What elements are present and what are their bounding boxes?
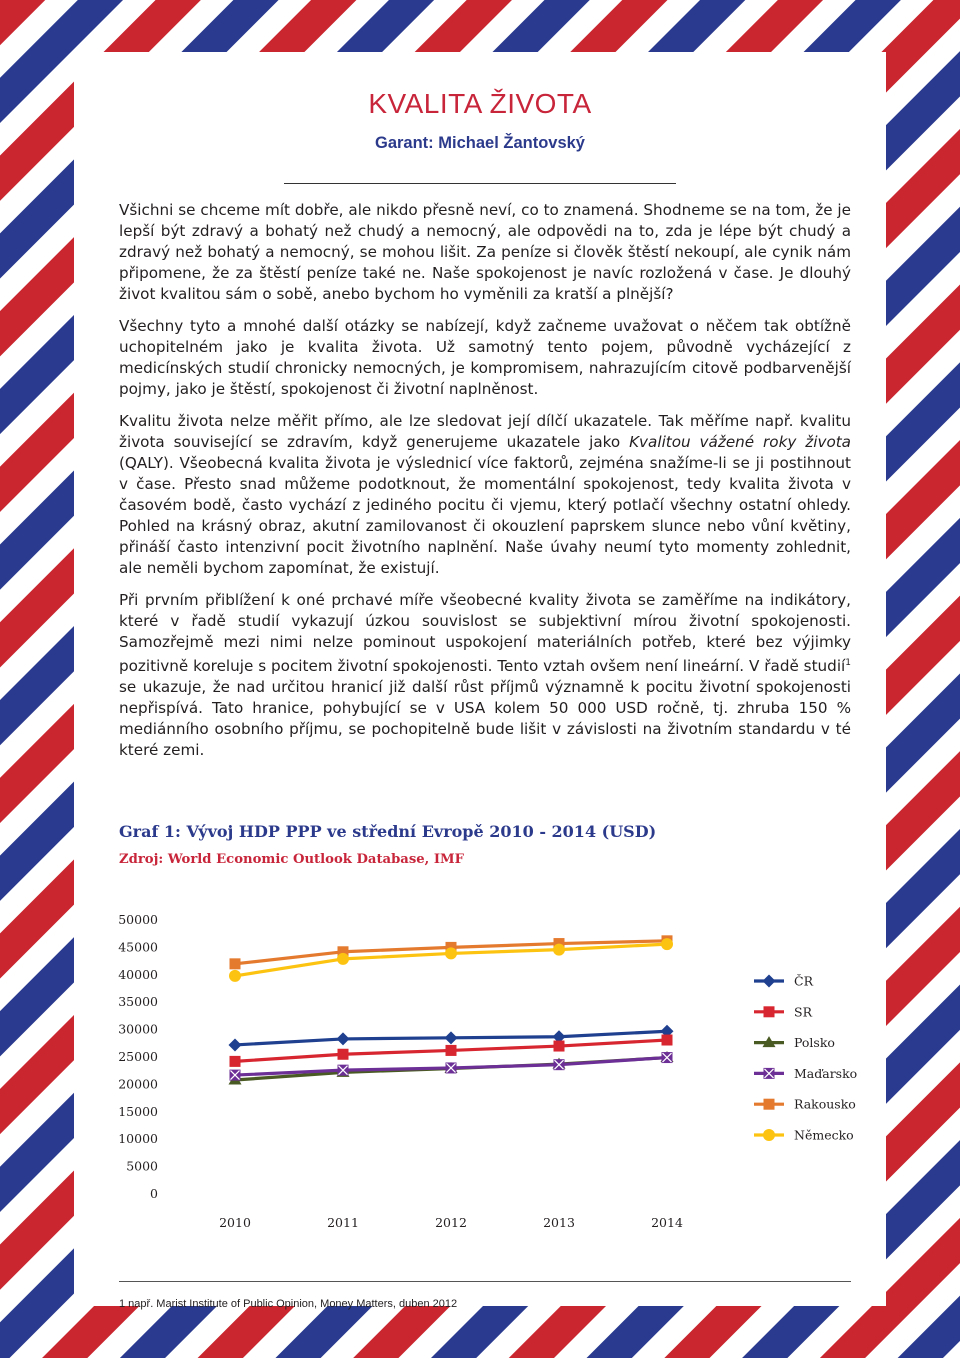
y-tick-label: 40000 xyxy=(118,966,158,982)
y-tick-label: 45000 xyxy=(118,939,158,955)
x-tick-label: 2012 xyxy=(435,1215,467,1230)
paragraph-1: Všichni se chceme mít dobře, ale nikdo přesně neví, co to znamená. Shodneme se na tom, že je lepší být zdravý a bohatý než chudý a nemocný, ale odpovědi na to, zda je lépe být chudý a zdravý než bohatý a nemocný, se mohou lišit. Za peníze si člověk štěstí nekoupí, ale cynik nám připomene, že za štěstí peníze také ne. Naše spokojenost je navíc rozložená v čase. Je dlouhý život kvalitou sám o sobě, anebo bychom ho vyměnili za kratší a plnější? xyxy=(119,201,851,303)
legend-label: SR xyxy=(794,1004,812,1020)
data-point-Německo xyxy=(553,944,565,956)
footnote-divider xyxy=(119,1281,851,1282)
y-tick-label: 30000 xyxy=(118,1021,158,1037)
y-tick-label: 35000 xyxy=(118,994,158,1010)
chart-title: Graf 1: Vývoj HDP PPP ve střední Evropě 2010 - 2014 (USD) xyxy=(119,822,657,841)
page-content xyxy=(74,52,886,1310)
paragraph-3-italic: Kvalitou vážené roky života xyxy=(629,433,851,451)
footnote-ref: 1 xyxy=(845,658,851,668)
paragraph-4-text-b: se ukazuje, že nad určitou hranicí již další růst příjmů významně k pocitu životní spokojenosti nepřispívá. Tato hranice, pohybující se v USA kolem 50 000 USD ročně, tj. zhruba 150 % mediánního osobního příjmu, se pochopitelně bude lišit v závislosti na životním standardu v té které zemi. xyxy=(119,678,851,760)
data-point-Německo xyxy=(337,953,349,965)
paragraph-3-text-a: Kvalitu života nelze měřit přímo, ale lze sledovat její dílčí ukazatele. Tak měříme např. kvalitu života související se zdravím, když generujeme ukazatele jako xyxy=(119,412,851,451)
data-point-ČR xyxy=(337,1032,350,1045)
y-tick-label: 5000 xyxy=(126,1158,158,1174)
legend-label: Maďarsko xyxy=(794,1065,858,1081)
x-tick-label: 2013 xyxy=(543,1215,575,1230)
legend-marker-Německo xyxy=(763,1129,775,1141)
data-point-Německo xyxy=(445,947,457,959)
data-point-Německo xyxy=(661,938,673,950)
legend-label: Německo xyxy=(794,1127,854,1143)
data-point-SR xyxy=(230,1056,241,1067)
gdp-line-chart xyxy=(74,52,886,1306)
data-point-Rakousko xyxy=(230,958,241,969)
y-tick-label: 10000 xyxy=(118,1131,158,1147)
y-tick-label: 50000 xyxy=(118,912,158,927)
data-point-Německo xyxy=(229,970,241,982)
data-point-SR xyxy=(446,1045,457,1056)
legend-label: ČR xyxy=(794,973,813,989)
x-tick-label: 2011 xyxy=(327,1215,359,1230)
y-tick-label: 15000 xyxy=(118,1103,158,1119)
paragraph-3-text-b: (QALY). Všeobecná kvalita života je výslednicí více faktorů, zejména snažíme-li se ji postihnout v čase. Přesto snad můžeme podotknout, že momentální spokojenost, tedy kvalita života v časovém bodě, často vychází z jediného pocitu či vjemu, který potlačí všechny ostatní ohledy. Pohled na krásný obraz, akutní zamilovanost či okouzlení paprskem slunce nebo vůní květiny, přináší často intenzivní pocit životního naplnění. Naše úvahy neumí tyto momenty zohlednit, ale neměli bychom zapomínat, že existují. xyxy=(119,454,851,577)
y-tick-label: 0 xyxy=(150,1186,158,1201)
legend-marker-ČR xyxy=(763,975,776,988)
data-point-SR xyxy=(338,1049,349,1060)
page-title: KVALITA ŽIVOTA xyxy=(368,88,592,119)
x-tick-label: 2010 xyxy=(219,1215,251,1230)
guarantor-line: Garant: Michael Žantovský xyxy=(375,134,585,152)
chart-source: Zdroj: World Economic Outlook Database, IMF xyxy=(119,852,464,867)
paragraph-4-text-a: Při prvním přiblížení k oné prchavé míře všeobecné kvality života se zaměříme na indikátory, které v řadě studií vykazují úzkou souvislost se subjektivní mírou životní spokojenosti. Samozřejmě mezi nimi nelze pominout uspokojení materiálních potřeb, které bez výjimky pozitivně koreluje s pocitem životní spokojenosti. Tento vztah ovšem není lineární. V řadě studií xyxy=(119,591,851,676)
data-point-SR xyxy=(662,1035,673,1046)
data-point-ČR xyxy=(229,1038,242,1051)
data-point-SR xyxy=(554,1041,565,1052)
y-tick-label: 20000 xyxy=(118,1076,158,1092)
footnote: 1 např. Marist Institute of Public Opinion, Money Matters, duben 2012 xyxy=(119,1298,458,1310)
legend-marker-Rakousko xyxy=(764,1099,775,1110)
legend-label: Rakousko xyxy=(794,1096,856,1112)
paragraph-2: Všechny tyto a mnohé další otázky se nabízejí, když začneme uvažovat o něčem tak obtížně uchopitelném jako je kvalita života. Už samotný tento pojem, původně vycházející z medicínských studií chronicky nemocných, je kompromisem, nahrazujícím citově podbarvenější pojmy, jako je štěstí, spokojenost či životní naplněnost. xyxy=(119,317,851,398)
y-tick-label: 25000 xyxy=(118,1049,158,1064)
x-tick-label: 2014 xyxy=(651,1215,683,1230)
legend-marker-SR xyxy=(764,1006,775,1017)
data-point-ČR xyxy=(445,1031,458,1044)
legend-label: Polsko xyxy=(794,1035,835,1051)
